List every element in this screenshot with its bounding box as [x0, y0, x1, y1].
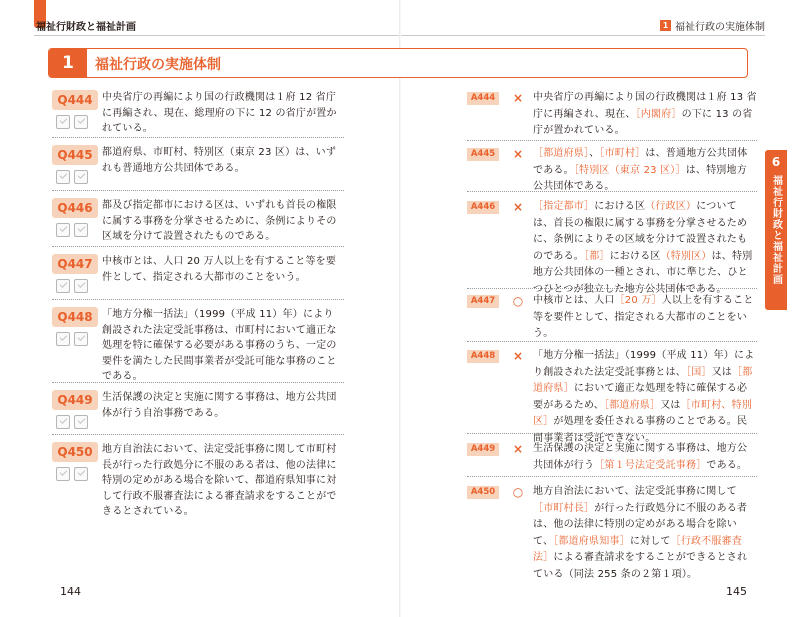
check-boxes: [56, 415, 88, 429]
answer-text: [533, 199, 757, 298]
answer-id-badge: A447: [467, 295, 499, 308]
answer-text-segment: 又は: [711, 366, 733, 378]
answer-id-badge: A450: [467, 486, 499, 499]
separator: [52, 434, 344, 435]
question-text: 地方自治法において、法定受託事務に関して市町村長が行った行政処分に不服のある者は、他の法律に特別の定めがある場合を除いて、都道府県知事に対して行政不服審査法による審査請求をすることができるとされている。: [102, 444, 337, 517]
answer-item: [467, 199, 757, 298]
answer-text-segment: における区: [609, 250, 661, 262]
answer-text-segment: 又は: [660, 399, 681, 411]
question-item: [52, 390, 342, 421]
chapter-side-tab: [765, 150, 787, 310]
answer-text-segment: に対して: [629, 535, 671, 547]
check-box[interactable]: [74, 415, 88, 429]
answer-keyword: ［都］: [584, 250, 610, 262]
answer-text-segment: が行った行政処分に不服のある者は、他の法律に特別の定めがある場合を除いて、: [533, 502, 748, 547]
answer-keyword: ［指定都市］: [533, 201, 595, 212]
answer-text-segment: 人以上を有すること等を要件として、指定される大都市のことをいう。: [533, 295, 754, 339]
separator: [467, 288, 757, 289]
running-header-right: [660, 18, 765, 33]
answer-text-segment: が処理を委任される事務のことである。民間事業者は受託できない。: [533, 416, 748, 444]
check-box[interactable]: [56, 467, 70, 481]
check-box[interactable]: [74, 279, 88, 293]
answer-keyword: ［内閣府］: [635, 108, 682, 120]
question-item: [52, 442, 342, 520]
answer-text-segment: における区: [594, 201, 646, 212]
answer-text-segment: 「地方分権一括法」（1999（平成 11）年）により創設された法定受託事務とは、: [533, 350, 755, 378]
question-id-badge: Q449: [52, 390, 98, 410]
answer-text-segment: 、: [589, 148, 600, 159]
header-rule: [34, 35, 400, 36]
answer-keyword: ［20 万］: [614, 295, 662, 306]
question-item: [52, 307, 342, 385]
answer-mark: ×: [512, 442, 524, 456]
question-item: [52, 90, 342, 137]
answer-item: [467, 90, 757, 140]
separator: [52, 246, 344, 247]
answer-keyword: ［国］: [686, 366, 712, 378]
question-text: 都及び指定都市における区は、いずれも首長の権限に属する事務を分掌させるために、条例によりその区域を分けて設置されたものである。: [102, 200, 337, 242]
check-box[interactable]: [56, 279, 70, 293]
answer-item: [467, 293, 757, 343]
question-id-badge: Q450: [52, 442, 98, 462]
running-header-left: 福祉行財政と福祉計画: [36, 22, 136, 33]
check-box[interactable]: [74, 170, 88, 184]
answer-keyword: ［都道府県］: [533, 148, 590, 159]
separator: [467, 191, 757, 192]
answer-mark: ×: [512, 200, 524, 214]
question-id-badge: Q448: [52, 307, 98, 327]
section-title: 福祉行政の実施体制: [95, 57, 221, 73]
question-id-badge: Q444: [52, 90, 98, 110]
answer-id-badge: A449: [467, 443, 499, 456]
question-item: [52, 198, 342, 245]
answer-text-segment: による審査請求をすることができるとされている（同法 255 条の２第１項）。: [533, 552, 748, 580]
separator: [52, 299, 344, 300]
question-text: 生活保護の決定と実施に関する事務は、地方公共団体が行う自治事務である。: [102, 392, 337, 419]
page-number-right: 145: [726, 585, 747, 598]
answer-id-badge: A446: [467, 201, 499, 214]
check-boxes: [56, 332, 88, 346]
answer-id-badge: A444: [467, 92, 499, 105]
question-id-badge: Q445: [52, 145, 98, 165]
question-id-badge: Q447: [52, 254, 98, 274]
separator: [52, 382, 344, 383]
page-number-left: 144: [60, 585, 81, 598]
answer-text-segment: 地方自治法において、法定受託事務に関して: [533, 486, 737, 497]
separator: [467, 433, 757, 434]
separator: [467, 341, 757, 342]
check-box[interactable]: [56, 332, 70, 346]
answer-text: [533, 441, 757, 474]
check-box[interactable]: [56, 170, 70, 184]
separator: [467, 476, 757, 477]
answer-keyword: ［市町村長］: [533, 502, 595, 514]
answer-keyword: ［特別区（東京 23 区）］: [573, 164, 686, 176]
answer-text-segment: の下に 13 の省庁が置かれている。: [533, 108, 753, 136]
answer-item: [467, 146, 757, 196]
check-box[interactable]: [56, 415, 70, 429]
answer-text-segment: は、特別地方公共団体の一種とされ、市に準じた、ひとつひとつが独立した地方公共団体である。: [533, 250, 753, 295]
question-item: [52, 254, 342, 285]
answer-item: [467, 441, 757, 474]
check-box[interactable]: [74, 467, 88, 481]
answer-mark: ×: [512, 147, 524, 161]
answer-text-segment: 生活保護の決定と実施に関する事務は、地方公共団体が行う: [533, 443, 748, 471]
answer-keyword: ［第１号法定受託事務］: [594, 459, 707, 471]
answer-id-badge: A448: [467, 350, 499, 363]
answer-text: [533, 90, 757, 140]
answer-keyword: （特別区）: [660, 250, 712, 262]
check-boxes: [56, 223, 88, 237]
answer-text: [533, 293, 757, 343]
check-box[interactable]: [56, 223, 70, 237]
separator: [467, 140, 757, 141]
answer-mark: ○: [512, 294, 524, 308]
check-boxes: [56, 467, 88, 481]
check-boxes: [56, 279, 88, 293]
answer-mark: ○: [512, 485, 524, 499]
answer-text-segment: は、特別地方公共団体である。: [533, 164, 747, 192]
answer-text: [533, 484, 757, 583]
answer-text-segment: である。: [706, 459, 748, 471]
question-id-badge: Q446: [52, 198, 98, 218]
check-box[interactable]: [56, 115, 70, 129]
header-section-title: 福祉行政の実施体制: [675, 22, 765, 33]
check-boxes: [56, 170, 88, 184]
answer-keyword: ［市町村、特別区］: [533, 399, 753, 427]
section-heading: [48, 48, 748, 78]
answer-keyword: ［行政不服審査法］: [533, 535, 743, 563]
answer-text-segment: は、普通地方公共団体である。: [533, 148, 748, 176]
check-box[interactable]: [74, 223, 88, 237]
answer-text-segment: については、首長の権限に属する事務を分掌させるために、条例によりその区域を分けて設置されたものである。: [533, 201, 748, 262]
separator: [52, 137, 344, 138]
answer-item: [467, 484, 757, 583]
chapter-label: 福祉行財政と福祉計画: [770, 175, 782, 285]
answer-keyword: ［都道府県知事］: [553, 535, 630, 547]
answer-keyword: ［都道府県］: [604, 399, 661, 411]
question-item: [52, 145, 342, 176]
answer-text-segment: 中央省庁の再編により国の行政機関は１府 13 省庁に再編され、現在、: [533, 92, 757, 120]
answer-keyword: ［都道府県］: [533, 366, 753, 394]
chapter-number: 6: [771, 155, 781, 169]
header-rule: [400, 35, 765, 36]
separator: [52, 190, 344, 191]
answer-mark: ×: [512, 91, 524, 105]
answer-keyword: （行政区）: [645, 201, 697, 212]
header-section-number: 1: [660, 20, 671, 31]
check-box[interactable]: [74, 332, 88, 346]
question-text: 「地方分権一括法」（1999（平成 11）年）により創設された法定受託事務は、市町村において適正な処理を特に確保する必要がある事務のうち、一定の要件を満たした民間事業者が受託可能な事務のことである。: [102, 309, 337, 382]
answer-text-segment: において適正な処理を特に確保する必要があるため、: [533, 383, 748, 411]
answer-text: [533, 146, 757, 196]
question-text: 都道府県、市町村、特別区（東京 23 区）は、いずれも普通地方公共団体である。: [102, 147, 337, 174]
section-number: 1: [49, 49, 87, 77]
check-box[interactable]: [74, 115, 88, 129]
check-boxes: [56, 115, 88, 129]
book-gutter: [399, 0, 401, 617]
answer-id-badge: A445: [467, 148, 499, 161]
answer-keyword: ［市町村］: [599, 148, 646, 159]
question-text: 中核市とは、人口 20 万人以上を有すること等を要件として、指定される大都市のことをいう。: [102, 256, 337, 283]
answer-text-segment: 中核市とは、人口: [533, 295, 615, 306]
answer-mark: ×: [512, 349, 524, 363]
question-text: 中央省庁の再編により国の行政機関は１府 12 省庁に再編され、現在、総理府の下に 12 の省庁が置かれている。: [102, 92, 337, 134]
